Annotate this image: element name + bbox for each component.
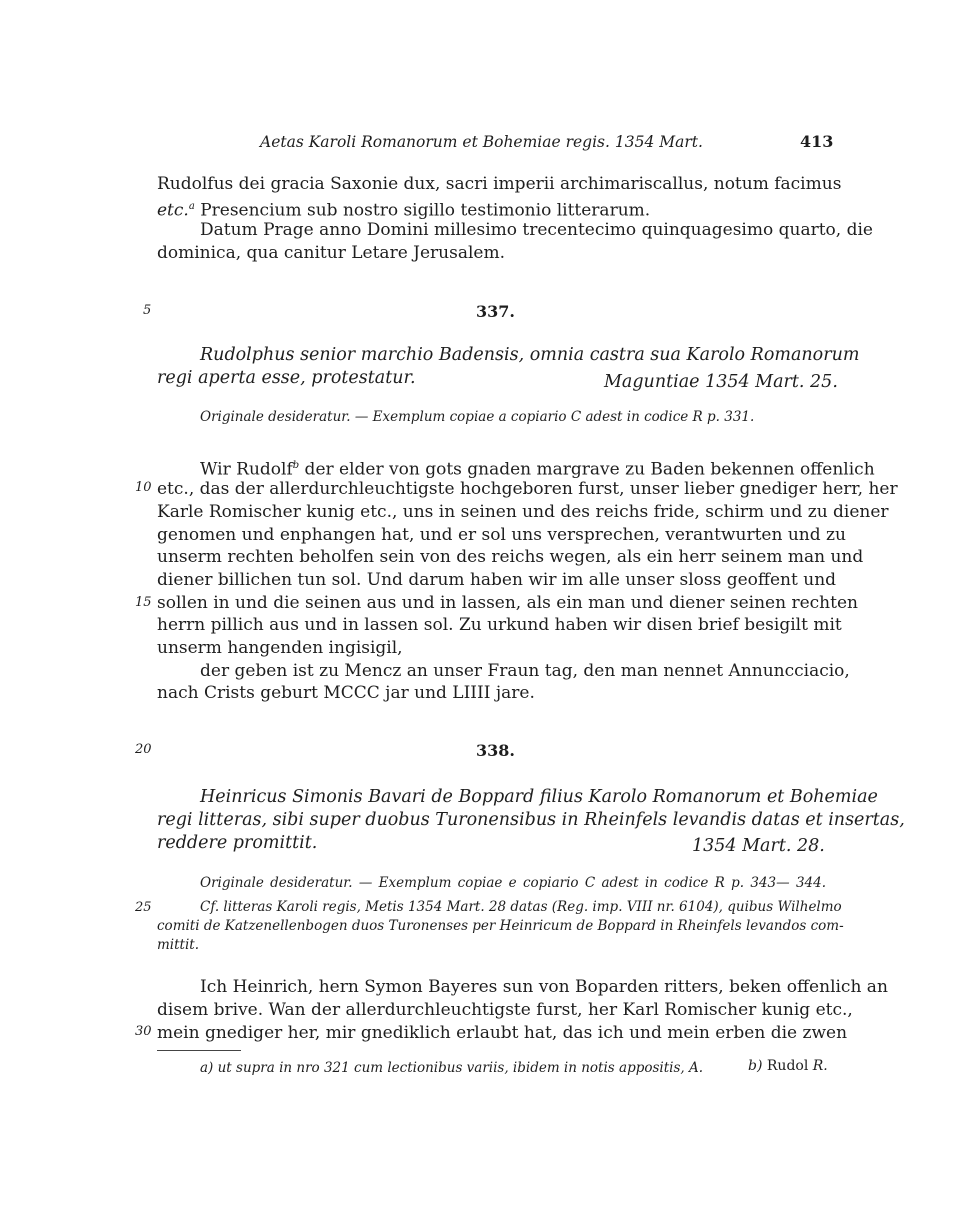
text-337-line: unserm hangenden ingisigil, — [157, 638, 403, 658]
margin-line-number: 30 — [135, 1024, 152, 1039]
text-337-line-1 — [200, 455, 875, 481]
footnote-b-text: Rudol — [762, 1058, 813, 1074]
text-337-line: etc., das der allerdurchleuchtigste hochgeboren furst, unser lieber gnediger herr, her — [157, 479, 898, 499]
intro-dating-end: dominica, qua canitur Letare Jerusalem. — [157, 243, 505, 263]
footnote-b-label: b) — [748, 1058, 763, 1074]
text-338-line-1: Ich Heinrich, hern Symon Bayeres sun von Boparden ritters, beken offenlich an — [200, 977, 888, 997]
margin-line-number: 15 — [135, 595, 152, 610]
regest-338-line-3: reddere promittit. — [157, 833, 318, 853]
reference-note-338-line-1: Cf. litteras Karoli regis, Metis 1354 Mart. 28 datas (Reg. imp. VIII nr. 6104), quibus Wilhelmo — [200, 899, 842, 915]
text-337-line: diener billichen tun sol. Und darum haben wir im alle unser sloss geoffent und — [157, 570, 837, 590]
intro-line-2-text: Presencium sub nostro sigillo testimonio litterarum. — [194, 200, 651, 221]
margin-line-number: 25 — [135, 900, 152, 915]
regest-337-line-2: regi aperta esse, protestatur. — [157, 368, 416, 388]
text-337-start: Wir Rudolf — [200, 459, 293, 480]
margin-line-number: 10 — [135, 480, 152, 495]
text-337-line: Karle Romischer kunig etc., uns in seinen und des reichs fride, schirm und zu diener — [157, 502, 889, 522]
reference-note-338-line-3: mittit. — [157, 937, 200, 953]
footnote-b-siglum: R. — [812, 1058, 828, 1074]
footnote-ref-a: a — [188, 201, 195, 212]
text-337-line: sollen in und die seinen aus und in lassen, als ein man und diener seinen rechten — [157, 593, 858, 613]
place-date-337: Maguntiae 1354 Mart. 25. — [604, 372, 838, 392]
intro-line-1: Rudolfus dei gracia Saxonie dux, sacri imperii archimariscallus, notum facimus — [157, 174, 842, 194]
text-337-line: herrn pillich aus und in lassen sol. Zu urkund haben wir disen brief besigilt mit — [157, 615, 842, 635]
text-337-line: genomen und enphangen hat, und er sol uns versprechen, verantwurten und zu — [157, 525, 846, 545]
page-number: 413 — [800, 132, 834, 151]
document-number-338: 338. — [476, 741, 515, 760]
regest-338-line-1: Heinricus Simonis Bavari de Boppard filius Karolo Romanorum et Bohemiae — [200, 787, 878, 807]
intro-line-2 — [157, 196, 826, 222]
source-note-338: Originale desideratur. — Exemplum copiae e copiario C adest in codice R p. 343— 344. — [200, 875, 826, 891]
regest-337-line-1: Rudolphus senior marchio Badensis, omnia castra sua Karolo Romanorum — [200, 345, 860, 365]
regest-338-line-2: regi litteras, sibi super duobus Turonensibus in Rheinfels levandis datas et insertas, — [157, 810, 905, 830]
date-338: 1354 Mart. 28. — [692, 836, 825, 856]
source-note-337: Originale desideratur. — Exemplum copiae a copiario C adest in codice R p. 331. — [200, 409, 755, 425]
text-338-line-2: disem brive. Wan der allerdurchleuchtigste furst, her Karl Romischer kunig etc., — [157, 1000, 853, 1020]
text-337-line: unserm rechten beholfen sein von des reichs wegen, als ein herr seinem man und — [157, 547, 864, 567]
margin-line-number: 20 — [135, 742, 152, 757]
document-number-337: 337. — [476, 302, 515, 321]
footnote-rule — [157, 1050, 241, 1051]
running-title: Aetas Karoli Romanorum et Bohemiae regis. 1354 Mart. — [260, 133, 703, 151]
footnote-b — [748, 1058, 828, 1074]
intro-dating-line: Datum Prage anno Domini millesimo trecentecimo quinquagesimo quarto, die — [200, 220, 873, 240]
text-337-rest: der elder von gots gnaden margrave zu Baden bekennen offenlich — [299, 459, 875, 480]
margin-line-number: 5 — [143, 303, 152, 318]
footnote-a: a) ut supra in nro 321 cum lectionibus variis, ibidem in notis appositis, A. — [200, 1060, 704, 1076]
footnote-ref-b: b — [292, 460, 300, 471]
dating-337-line-2: nach Crists geburt MCCC jar und LIIII jare. — [157, 683, 535, 703]
dating-337-line-1: der geben ist zu Mencz an unser Fraun tag, den man nennet Annuncciacio, — [200, 661, 850, 681]
etc-abbrev: etc. — [157, 200, 189, 221]
text-338-line-3: mein gnediger her, mir gnediklich erlaubt hat, das ich und mein erben die zwen — [157, 1023, 848, 1043]
reference-note-338-line-2: comiti de Katzenellenbogen duos Turonenses per Heinricum de Boppard in Rheinfels levandos com- — [157, 918, 844, 934]
